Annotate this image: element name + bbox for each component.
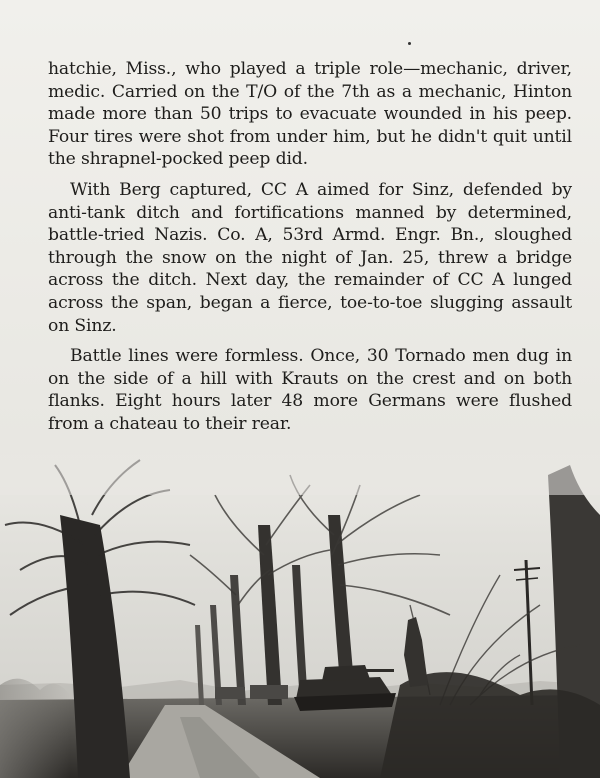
paragraph-continuation: hatchie, Miss., who played a triple role—mechanic, driver, medic. Carried on the T/O of the 7th as a mechanic, Hinton made more than 50 trips to evacuate wounded in his peep. Four tires were shot from under him, but he didn't quit until the shrapnel-pocked peep did.	[48, 59, 572, 170]
body-text	[48, 58, 572, 444]
war-photograph	[0, 455, 600, 778]
left-brush	[0, 679, 70, 778]
paragraph-sinz-assault: With Berg captured, CC A aimed for Sinz, defended by anti-tank ditch and fortifications manned by determined, battle-tried Nazis. Co. A, 53rd Armd. Engr. Bn., sloughed through the snow on the night of Jan. 25, threw a bridge across the ditch. Next day, the remainder of CC A lunged across the span, began a fierce, toe-to-toe slugging assault on Sinz.	[48, 179, 572, 336]
top-fade	[0, 455, 600, 495]
print-speck	[408, 42, 411, 45]
paragraph-battle-lines: Battle lines were formless. Once, 30 Tornado men dug in on the side of a hill with Krauts on the crest and on both flanks. Eight hours later 48 more Germans were flushed from a chateau to their rear.	[48, 346, 572, 434]
distant-vehicles	[215, 685, 288, 699]
